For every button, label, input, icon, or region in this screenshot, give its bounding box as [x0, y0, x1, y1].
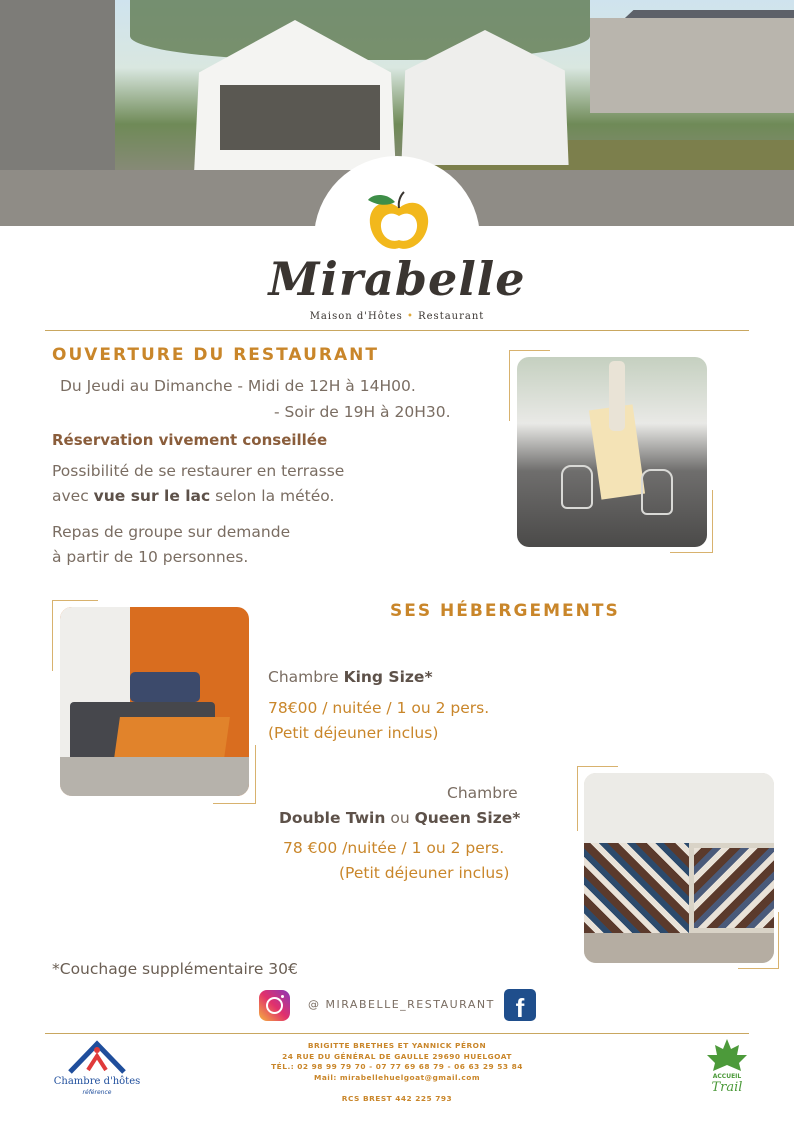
reservation-note: Réservation vivement conseillée	[52, 431, 328, 449]
ornament-bottom-right	[670, 490, 713, 553]
instagram-icon[interactable]	[259, 990, 290, 1021]
room1-bold: King Size*	[343, 668, 433, 686]
room2-title: Chambre	[447, 784, 518, 802]
header-divider	[45, 330, 749, 331]
hours-line-1: Du Jeudi au Dimanche - Midi de 12H à 14H00.	[60, 377, 416, 395]
maple-leaf-icon	[705, 1037, 749, 1073]
footer-owners: BRIGITTE BRETHES ET YANNICK PÉRON	[307, 1041, 487, 1050]
chambre-dhotes-logo-icon	[62, 1040, 132, 1074]
badge-right-label: ACCUEIL	[712, 1073, 742, 1080]
hero-wall	[0, 0, 115, 190]
badge-right-title: Trail	[711, 1080, 743, 1095]
apple-logo-icon	[364, 190, 434, 254]
bottle	[609, 361, 625, 431]
pillows	[130, 672, 200, 702]
footer-address: 24 RUE DU GÉNÉRAL DE GAULLE 29690 HUELGOAT	[282, 1052, 512, 1061]
room2-price: 78 €00 /nuitée / 1 ou 2 pers.	[283, 839, 505, 857]
footer-mail[interactable]: Mail: mirabellehuelgoat@gmail.com	[313, 1073, 481, 1082]
room-wall	[584, 773, 774, 843]
tagline-left: Maison d'Hôtes	[309, 311, 403, 322]
room2-breakfast: (Petit déjeuner inclus)	[339, 864, 510, 882]
terrace-post: selon la météo.	[210, 487, 335, 505]
restaurant-title: OUVERTURE DU RESTAURANT	[52, 345, 379, 365]
terrace-line-2	[52, 487, 334, 505]
ornament-bottom-right	[738, 912, 779, 969]
extra-bed-note: *Couchage supplémentaire 30€	[52, 960, 298, 978]
badge-left-title: Chambre d'hôtes	[53, 1076, 141, 1087]
terrace-pre: avec	[52, 487, 94, 505]
room1-price: 78€00 / nuitée / 1 ou 2 pers.	[268, 699, 490, 717]
facebook-icon[interactable]: f	[504, 989, 536, 1021]
room1-pre: Chambre	[268, 668, 344, 686]
badge-left-subtitle: référence	[82, 1089, 112, 1096]
room2-type-b: Queen Size*	[414, 809, 521, 827]
group-line-1: Repas de groupe sur demande	[52, 523, 291, 541]
tagline-dot: •	[407, 311, 414, 322]
group-line-2: à partir de 10 personnes.	[52, 548, 249, 566]
room1-title	[268, 668, 433, 686]
room1-breakfast: (Petit déjeuner inclus)	[268, 724, 439, 742]
brand-name: Mirabelle	[268, 252, 526, 306]
footer-phone: TÉL.: 02 98 99 79 70 - 07 77 69 68 79 - 06 63 29 53 84	[271, 1062, 523, 1071]
hero-tent-interior	[220, 85, 380, 150]
tagline-right: Restaurant	[418, 311, 485, 322]
instagram-handle[interactable]: @ MIRABELLE_RESTAURANT	[308, 998, 495, 1011]
footer-rcs: RCS BREST 442 225 793	[341, 1094, 453, 1103]
terrace-line-1: Possibilité de se restaurer en terrasse	[52, 462, 345, 480]
room2-or: ou	[385, 809, 415, 827]
room2-types	[279, 809, 520, 827]
ornament-bottom-right	[213, 745, 256, 804]
bed-left	[584, 843, 689, 933]
hero-house	[590, 18, 794, 113]
brand-tagline	[0, 311, 794, 322]
hours-line-2: - Soir de 19H à 20H30.	[274, 403, 451, 421]
wine-glass	[561, 465, 593, 509]
terrace-bold: vue sur le lac	[93, 487, 211, 505]
footer-divider	[45, 1033, 749, 1034]
wine-glass	[641, 469, 673, 515]
lodging-title: SES HÉBERGEMENTS	[390, 601, 620, 621]
room2-type-a: Double Twin	[279, 809, 386, 827]
